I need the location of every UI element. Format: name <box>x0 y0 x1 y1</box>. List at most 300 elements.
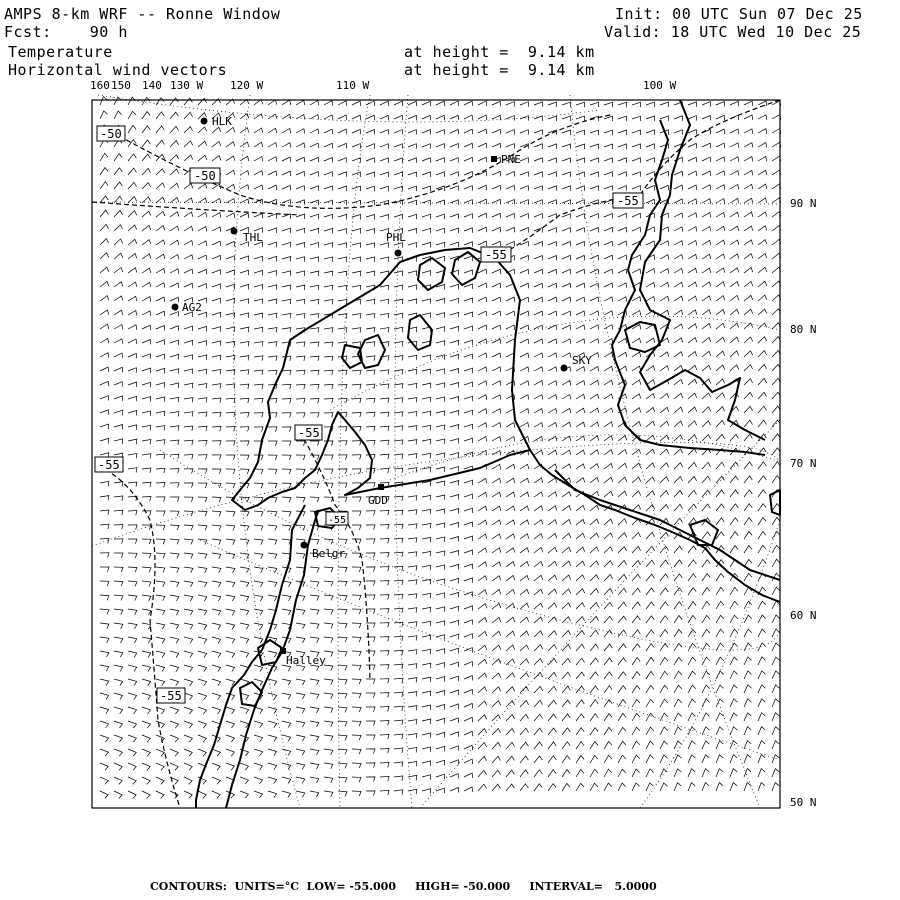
wind-barb <box>198 227 207 232</box>
wind-barb <box>282 721 291 727</box>
wind-barb <box>324 721 333 727</box>
wind-barb <box>464 717 473 722</box>
wind-barb <box>408 214 417 219</box>
wind-barb <box>744 545 752 553</box>
wind-barb <box>688 574 696 581</box>
wind-barb <box>506 214 515 219</box>
wind-barb <box>548 158 557 163</box>
wind-barb <box>156 468 165 473</box>
wind-barb <box>212 369 221 374</box>
wind-barb <box>198 553 207 559</box>
wind-barb <box>520 575 529 581</box>
wind-barb <box>576 408 585 413</box>
wind-barb <box>618 574 627 581</box>
wind-barb <box>338 735 347 740</box>
wind-barb <box>534 714 543 721</box>
wind-barb <box>170 397 179 402</box>
station-marker-pne <box>491 156 497 162</box>
wind-barb <box>198 369 207 374</box>
wind-barb <box>156 268 165 273</box>
wind-barb <box>576 116 585 121</box>
wind-barb <box>128 439 137 444</box>
wind-barb <box>114 693 123 700</box>
wind-barb <box>646 449 655 455</box>
wind-barb <box>142 425 151 430</box>
wind-barb <box>170 707 179 714</box>
contour-label: -55 <box>160 689 182 703</box>
wind-barb <box>450 298 459 303</box>
wind-barb <box>170 483 179 488</box>
wind-barb <box>744 518 752 525</box>
lat-label-60n: 60 N <box>790 609 817 622</box>
wind-barb <box>730 727 737 735</box>
wind-barb <box>240 581 249 587</box>
wind-barb <box>408 285 417 290</box>
wind-barb <box>660 255 669 260</box>
wind-barb <box>394 440 403 445</box>
wind-barb <box>366 115 375 120</box>
wind-barb <box>562 130 571 135</box>
wind-barb <box>366 707 375 712</box>
wind-barb <box>534 325 543 330</box>
wind-barb <box>310 143 319 148</box>
wind-barb <box>408 538 417 543</box>
wind-barb <box>296 609 305 615</box>
wind-barb <box>128 791 136 799</box>
wind-barb <box>380 328 389 333</box>
wind-barb <box>702 671 710 679</box>
wind-barb <box>506 617 515 623</box>
wind-barb <box>688 407 697 413</box>
wind-barb <box>492 478 501 483</box>
wind-barb <box>702 240 711 245</box>
wind-barb <box>366 186 375 191</box>
wind-barb <box>506 423 515 428</box>
wind-barb <box>576 269 585 274</box>
wind-barb <box>646 241 655 246</box>
wind-barb <box>478 227 487 232</box>
wind-barb <box>646 491 655 497</box>
wind-barb <box>366 200 375 205</box>
wind-barb <box>226 665 235 672</box>
wind-barb <box>632 102 641 107</box>
wind-barb <box>660 435 669 441</box>
wind-barb <box>156 254 165 259</box>
wind-barb <box>408 580 417 585</box>
wind-barb <box>142 777 150 784</box>
wind-barb <box>674 657 682 665</box>
wind-barb <box>324 791 333 797</box>
wind-barb <box>534 728 542 735</box>
wind-barb <box>226 763 234 770</box>
wind-barb <box>562 589 571 595</box>
wind-barb <box>562 644 571 651</box>
wind-barb <box>478 311 487 316</box>
wind-barb <box>282 707 291 713</box>
wind-barb <box>408 468 417 473</box>
wind-barb <box>478 743 487 750</box>
wind-barb <box>422 397 431 402</box>
wind-barb <box>254 721 263 728</box>
wind-barb <box>450 704 459 709</box>
wind-barb <box>212 455 221 460</box>
wind-barb <box>744 727 751 735</box>
wind-barb <box>310 129 319 134</box>
wind-barb <box>646 727 654 735</box>
coast-east <box>530 450 780 602</box>
wind-barb <box>114 707 123 714</box>
wind-barb <box>520 506 529 511</box>
wind-barb <box>758 226 767 231</box>
wind-barb <box>702 629 710 637</box>
wind-barb <box>492 617 501 623</box>
wind-barb <box>688 615 696 623</box>
wind-barb <box>254 581 263 587</box>
wind-barb <box>688 463 697 470</box>
wind-barb <box>492 437 501 442</box>
wind-barb <box>646 560 655 567</box>
wind-barb <box>520 242 529 247</box>
init-time: Init: 00 UTC Sun 07 Dec 25 <box>615 5 863 23</box>
wind-barb <box>394 158 403 163</box>
wind-barb <box>408 271 417 276</box>
wind-barb <box>604 464 613 470</box>
wind-barb <box>478 576 487 581</box>
wind-barb <box>156 679 165 686</box>
wind-barb <box>142 539 151 544</box>
lon-label-120w: 120 W <box>230 79 264 92</box>
wind-barb <box>520 562 529 568</box>
wind-barb <box>352 314 361 319</box>
wind-barb <box>338 285 347 290</box>
wind-barb <box>548 102 557 107</box>
station-label-hlk: HLK <box>212 115 232 128</box>
wind-barb <box>464 522 473 527</box>
wind-barb <box>772 378 781 385</box>
wind-barb <box>548 645 557 651</box>
wind-barb <box>352 693 361 698</box>
wind-barb <box>254 427 263 432</box>
wind-barb <box>254 525 263 531</box>
wind-barb <box>590 436 599 441</box>
wind-barb <box>296 314 305 319</box>
wind-barb <box>660 699 668 707</box>
wind-barb <box>114 482 123 487</box>
wind-barb <box>478 381 487 386</box>
wind-barb <box>674 310 683 315</box>
wind-barb <box>604 686 612 693</box>
wind-barb <box>450 648 459 653</box>
wind-barb <box>366 412 375 417</box>
wind-barb <box>422 158 431 163</box>
wind-barb <box>184 184 193 190</box>
wind-barb <box>548 589 557 595</box>
wind-barb <box>212 693 221 700</box>
wind-barb <box>646 185 655 190</box>
wind-barb <box>282 539 291 545</box>
wind-barb <box>674 227 683 232</box>
lon-label-110w: 110 W <box>336 79 370 92</box>
wind-barb <box>128 325 137 330</box>
wind-barb <box>324 299 333 304</box>
wind-barb <box>688 171 697 176</box>
wind-barb <box>254 213 263 218</box>
wind-barb <box>604 575 613 582</box>
wind-barb <box>548 756 556 763</box>
wind-barb <box>380 595 389 600</box>
wind-barb <box>632 366 641 371</box>
wind-barb <box>604 269 613 274</box>
wind-barb <box>632 172 641 177</box>
wind-barb <box>604 477 613 483</box>
lat-label-70n: 70 N <box>790 457 817 470</box>
wind-barb <box>576 450 585 455</box>
wind-barb <box>730 351 739 357</box>
wind-barb <box>142 735 150 742</box>
wind-barb <box>534 561 543 567</box>
wind-barb <box>688 602 696 610</box>
wind-barb <box>156 283 165 288</box>
wind-barb <box>660 477 669 483</box>
wind-barb <box>100 721 109 728</box>
wind-barb <box>590 464 599 469</box>
wind-barb <box>660 352 669 357</box>
wind-barb <box>492 770 501 777</box>
wind-barb <box>688 254 697 259</box>
wind-barb <box>338 299 347 304</box>
wind-barb <box>212 284 221 289</box>
wind-barb <box>688 629 696 637</box>
wind-barb <box>450 537 459 542</box>
wind-barb <box>170 169 179 175</box>
wind-barb <box>548 353 557 358</box>
wind-barb <box>576 381 585 386</box>
wind-barb <box>492 339 501 344</box>
wind-barb <box>758 267 767 273</box>
wind-barb <box>366 271 375 276</box>
wind-barb <box>100 749 108 756</box>
wind-barb <box>660 241 669 246</box>
wind-barb <box>506 520 515 525</box>
wind-barb <box>268 539 277 545</box>
wind-barb <box>268 228 277 233</box>
wind-barb <box>240 763 249 770</box>
wind-barb <box>394 101 403 106</box>
wind-barb <box>394 636 403 641</box>
wind-barb <box>254 595 263 601</box>
wind-barb <box>534 520 543 525</box>
graticule-line <box>338 95 370 808</box>
wind-barb <box>520 297 529 302</box>
wind-barb <box>772 657 780 665</box>
wind-barb <box>702 574 710 581</box>
wind-barb <box>478 659 487 665</box>
wind-barb <box>576 603 585 609</box>
wind-barb <box>338 623 347 628</box>
wind-barb <box>296 707 305 713</box>
wind-barb <box>282 271 291 276</box>
wind-barb <box>464 172 473 177</box>
wind-barb <box>212 791 220 798</box>
wind-barb <box>464 101 473 106</box>
wind-barb <box>506 478 515 483</box>
wind-barb <box>548 520 557 525</box>
contour-minus-55-west <box>98 466 180 808</box>
wind-barb <box>254 735 263 742</box>
wind-barb <box>450 383 459 388</box>
wind-barb <box>310 299 319 304</box>
wind-barb <box>534 575 543 581</box>
wind-barb <box>226 199 235 204</box>
wind-barb <box>156 623 165 629</box>
wind-barb <box>128 125 136 133</box>
wind-barb <box>492 269 501 274</box>
wind-barb <box>310 186 319 191</box>
wind-barb <box>674 130 683 135</box>
wind-barb <box>352 215 361 220</box>
wind-barb <box>282 129 291 134</box>
wind-barb <box>366 158 375 163</box>
wind-barb <box>562 353 571 358</box>
wind-barb <box>296 171 305 176</box>
wind-barb <box>240 341 249 346</box>
wind-barb <box>604 172 613 177</box>
wind-barb <box>296 413 305 418</box>
wind-barb <box>240 777 248 784</box>
wind-barb <box>114 679 123 686</box>
wind-barb <box>660 546 669 553</box>
wind-barb <box>730 185 739 190</box>
wind-barb <box>492 548 501 553</box>
wind-barb <box>422 355 431 360</box>
wind-barb <box>240 128 249 133</box>
wind-barb <box>772 295 781 301</box>
wind-barb <box>142 482 151 487</box>
wind-barb <box>394 650 403 655</box>
wind-barb <box>114 637 123 643</box>
wind-barb <box>772 309 781 315</box>
wind-barb <box>352 511 361 516</box>
wind-barb <box>366 735 375 740</box>
wind-barb <box>240 567 249 573</box>
wind-barb <box>310 314 319 319</box>
wind-barb <box>562 242 571 247</box>
wind-barb <box>422 691 431 696</box>
wind-barb <box>184 155 193 161</box>
wind-barb <box>226 127 235 133</box>
wind-barb <box>450 774 459 779</box>
wind-barb <box>170 383 179 388</box>
wind-barb <box>604 519 613 525</box>
wind-barb <box>772 545 780 553</box>
wind-barb <box>268 271 277 276</box>
wind-barb <box>478 618 487 624</box>
wind-barb <box>366 679 375 684</box>
wind-barb <box>338 328 347 333</box>
wind-barb <box>324 455 333 460</box>
wind-barb <box>114 325 123 330</box>
wind-barb <box>646 658 654 666</box>
wind-barb <box>576 742 584 749</box>
wind-barb <box>352 328 361 333</box>
wind-barb <box>128 268 137 273</box>
wind-barb <box>562 144 571 149</box>
wind-barb <box>408 678 417 683</box>
wind-barb <box>590 700 598 707</box>
wind-barb <box>114 581 123 586</box>
wind-barb <box>254 114 263 119</box>
wind-barb <box>534 478 543 483</box>
wind-barb <box>212 141 221 147</box>
wind-barb <box>296 721 305 727</box>
wind-barb <box>632 311 641 316</box>
wind-barb <box>198 412 207 417</box>
wind-barb <box>198 721 206 728</box>
wind-barb <box>646 394 655 399</box>
wind-barb <box>576 478 585 483</box>
wind-barb <box>436 565 445 570</box>
wind-barb <box>464 200 473 205</box>
wind-barb <box>520 687 529 694</box>
wind-barb <box>114 609 123 615</box>
wind-barb <box>548 547 557 553</box>
wind-barb <box>310 763 319 769</box>
wind-barb <box>702 741 709 749</box>
wind-barb <box>198 184 207 189</box>
wind-barb <box>660 421 669 427</box>
wind-barb <box>142 567 151 572</box>
wind-barb <box>534 659 543 665</box>
wind-barb <box>506 506 515 511</box>
wind-barb <box>590 783 598 791</box>
wind-barb <box>408 454 417 459</box>
wind-barb <box>254 270 263 275</box>
wind-barb <box>716 337 725 343</box>
wind-barb <box>366 567 375 572</box>
wind-barb <box>618 477 627 483</box>
wind-barb <box>674 699 682 707</box>
wind-barb <box>254 256 263 261</box>
wind-barb <box>198 141 207 147</box>
wind-barb <box>142 168 151 175</box>
wind-barb <box>198 735 206 742</box>
wind-barb <box>716 310 725 316</box>
wind-barb <box>758 156 767 161</box>
wind-barb <box>716 657 724 665</box>
wind-barb <box>422 453 431 458</box>
wind-barb <box>128 154 136 161</box>
wind-barb <box>450 158 459 163</box>
wind-barb <box>702 282 711 287</box>
wind-barb <box>352 384 361 389</box>
wind-barb <box>282 595 291 601</box>
wind-barb <box>548 603 557 609</box>
wind-barb <box>660 102 669 107</box>
wind-barb <box>702 102 711 107</box>
wind-barb <box>492 423 501 428</box>
wind-barb <box>576 339 585 344</box>
wind-barb <box>744 198 753 203</box>
wind-barb <box>198 693 207 700</box>
wind-barb <box>758 518 766 526</box>
wind-barb <box>758 741 765 749</box>
wind-barb <box>310 271 319 276</box>
wind-barb <box>380 525 389 530</box>
wind-barb <box>212 398 221 403</box>
wind-barb <box>478 548 487 553</box>
wind-barb <box>464 480 473 485</box>
wind-barb <box>618 561 627 568</box>
